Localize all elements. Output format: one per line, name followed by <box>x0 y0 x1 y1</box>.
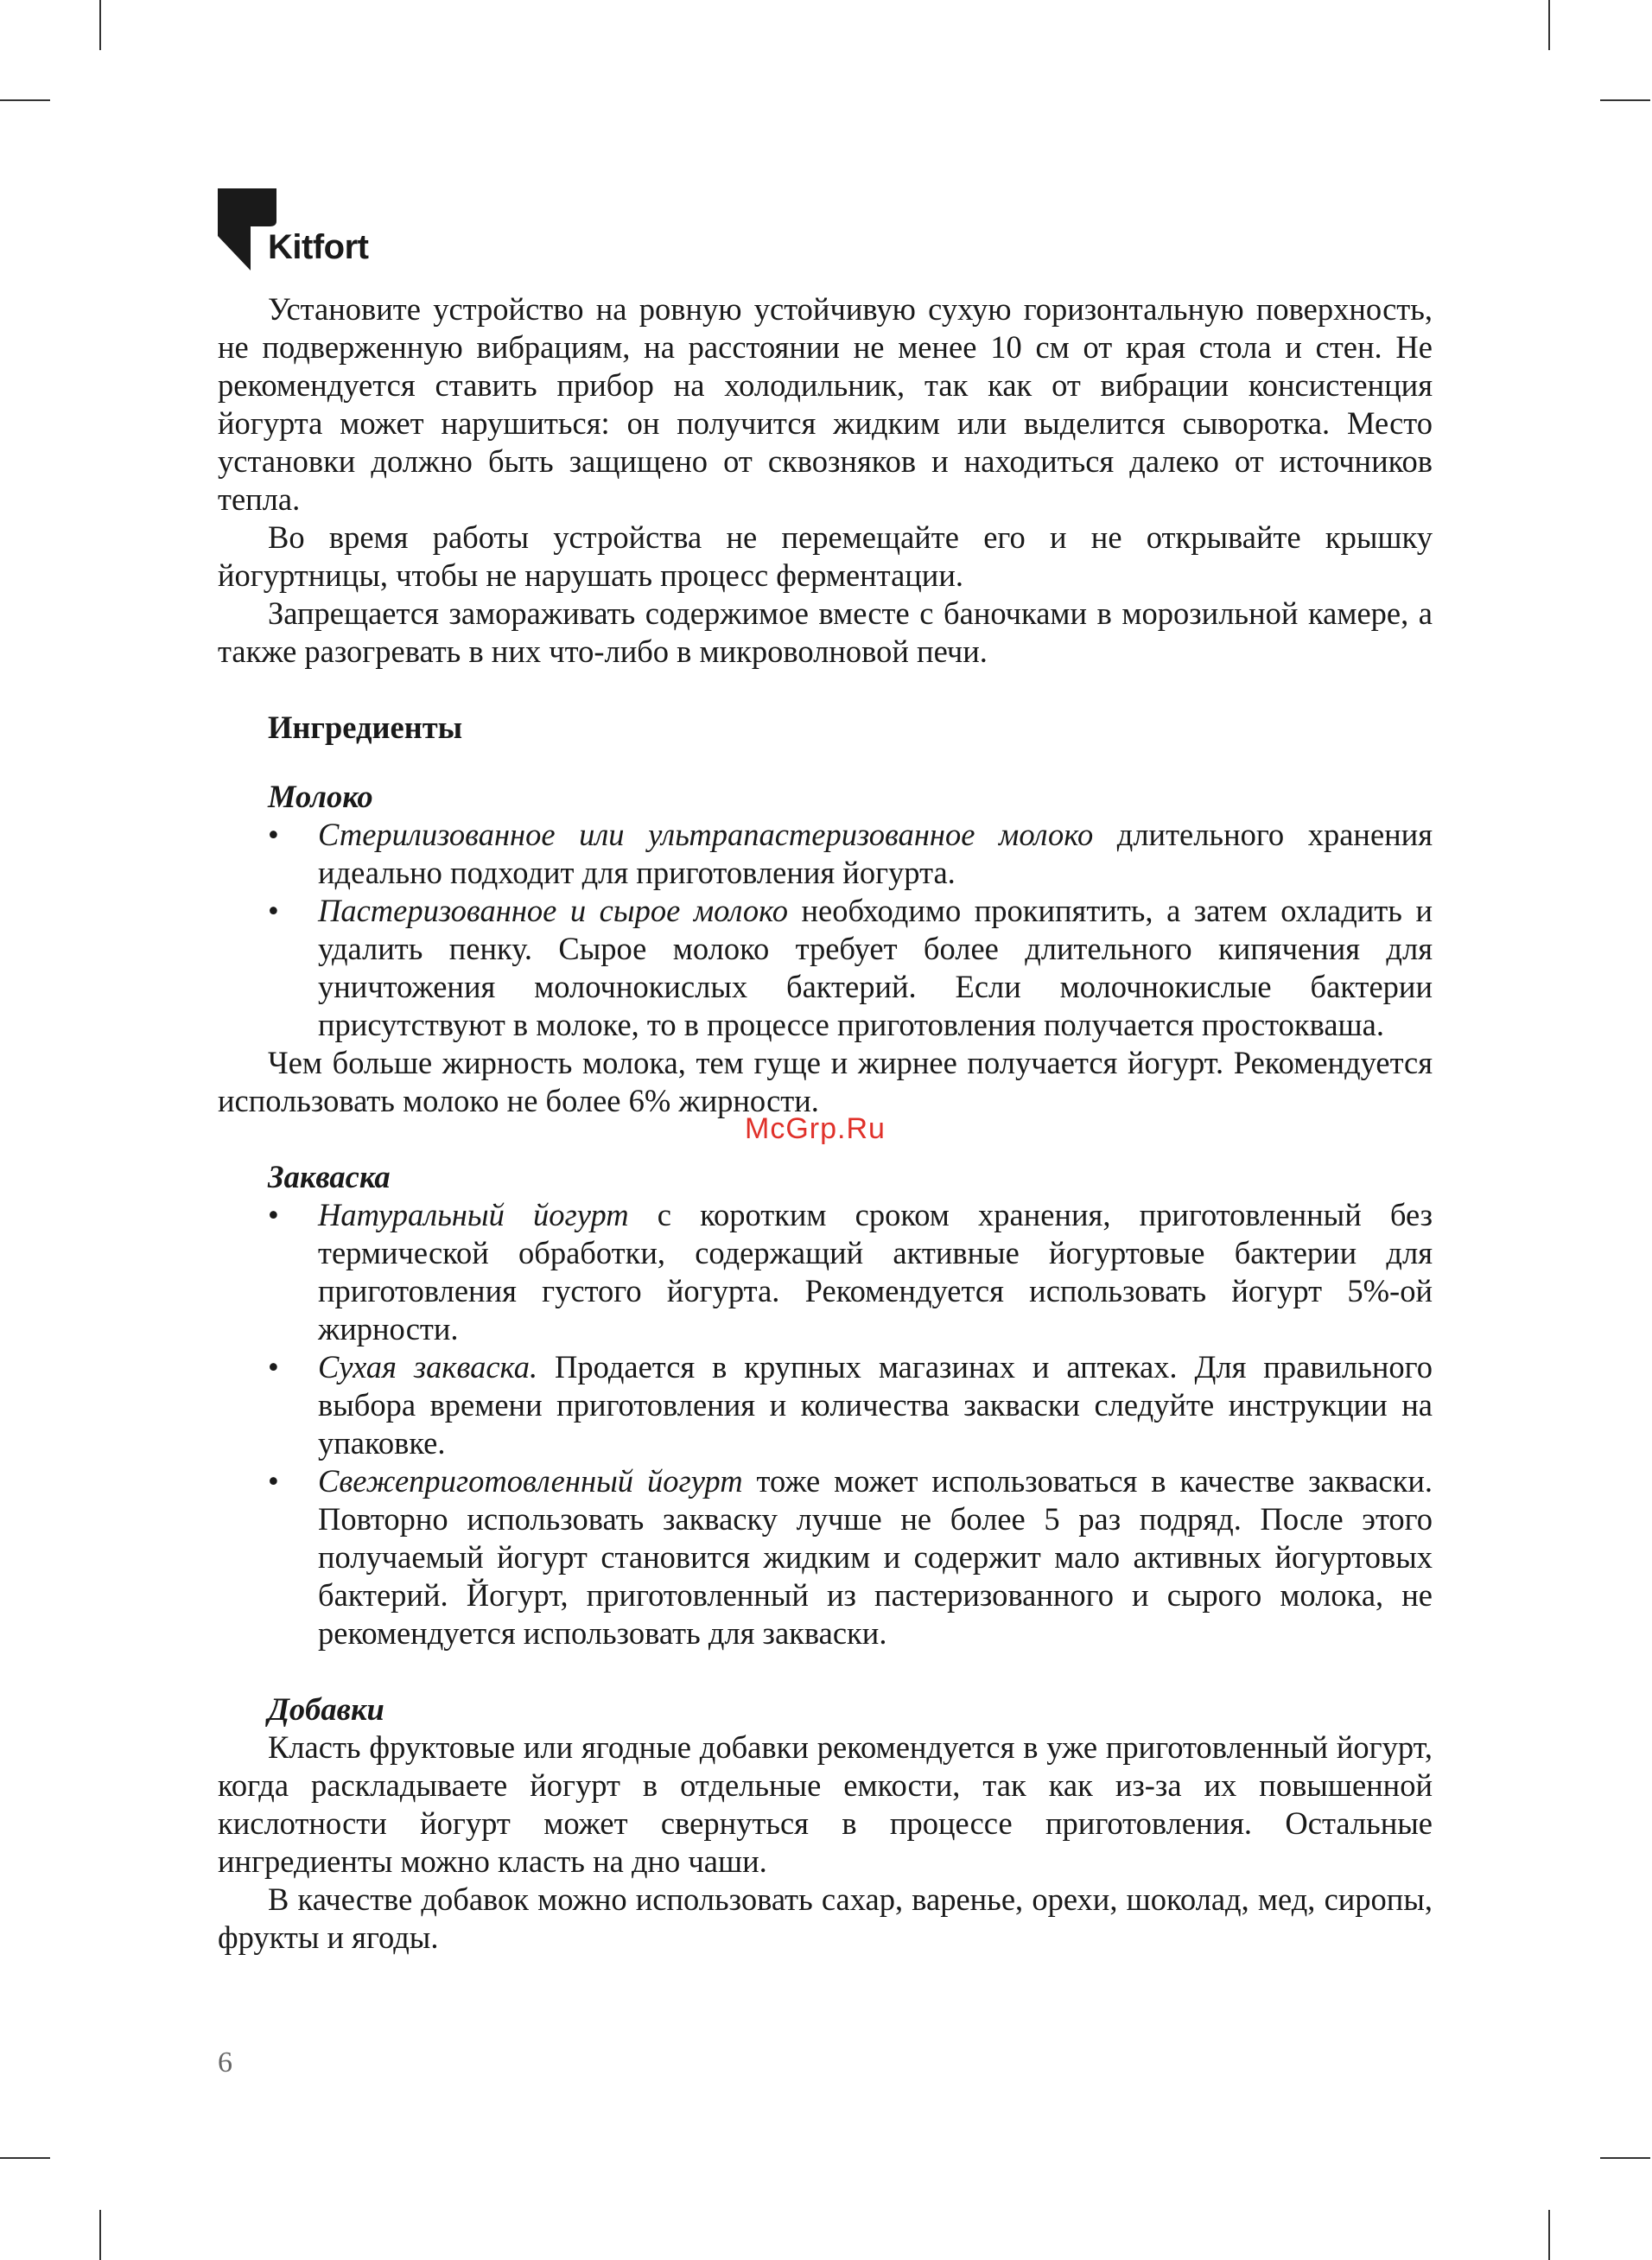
list-item <box>218 816 1433 892</box>
section-heading-ingredients: Ингредиенты <box>268 710 463 745</box>
crop-mark <box>1548 2210 1550 2260</box>
additives-paragraph: Класть фруктовые или ягодные добавки рекомендуется в уже приготовленный йогурт, когда раскладываете йогурт в отдельные емкости, так как из-за их повышенной кислотности йогурт может свернуться в процессе приготовления. Остальные ингредиенты можно класть на дно чаши. <box>218 1729 1433 1879</box>
bullet-icon: • <box>268 893 279 928</box>
crop-mark <box>1600 2157 1650 2159</box>
milk-list <box>218 816 1433 1044</box>
term: Стерилизованное или ультрапастеризованное молоко <box>318 817 1094 852</box>
term-description: необходимо прокипятить, а затем охладить и удалить пенку. Сырое молоко требует более длительного кипячения для уничтожения молочнокислых бактерий. Если молочнокислые бактерии присутствуют в молоке, то в процессе приготовления получается простокваша. <box>318 893 1433 1042</box>
term-description: длительного хранения идеально подходит для приготовления йогурта. <box>318 817 1433 890</box>
bullet-icon: • <box>268 1349 279 1385</box>
crop-mark <box>99 2210 101 2260</box>
crop-mark <box>0 99 50 101</box>
list-item <box>218 1348 1433 1462</box>
page-number: 6 <box>218 2047 232 2079</box>
additives-paragraph: В качестве добавок можно использовать сахар, варенье, орехи, шоколад, мед, сиропы, фрукты и ягоды. <box>218 1881 1433 1955</box>
subheading-milk: Молоко <box>268 779 373 814</box>
intro-paragraph: Запрещается замораживать содержимое вместе с баночками в морозильной камере, а также разогревать в них что-либо в микроволновой печи. <box>218 595 1433 669</box>
term: Натуральный йогурт <box>318 1197 629 1232</box>
subheading-starter: Закваска <box>268 1159 391 1194</box>
term-description: Продается в крупных магазинах и аптеках. Для правильного выбора времени приготовления и количества закваски следуйте инструкции на упаковке. <box>318 1349 1433 1461</box>
intro-paragraph: Во время работы устройства не перемещайте его и не открывайте крышку йогуртницы, чтобы не нарушать процесс ферментации. <box>218 519 1433 593</box>
starter-list <box>218 1196 1433 1652</box>
term: Сухая закваска. <box>318 1349 538 1385</box>
list-item <box>218 892 1433 1044</box>
brand-name: Kitfort <box>268 228 369 266</box>
milk-note: Чем больше жирность молока, тем гуще и жирнее получается йогурт. Рекомендуется использовать молоко не более 6% жирности. <box>218 1045 1433 1118</box>
intro-paragraph: Установите устройство на ровную устойчивую сухую горизонтальную поверхность, не подверженную вибрациям, на расстоянии не менее 10 см от края стола и стен. Не рекомендуется ставить прибор на холодильник, так как от вибрации консистенция йогурта может нарушиться: он получится жидким или выделится сыворотка. Место установки должно быть защищено от сквозняков и находиться далеко от источников тепла. <box>218 291 1433 517</box>
term: Пастеризованное и сырое молоко <box>318 893 788 928</box>
list-item <box>218 1196 1433 1348</box>
bullet-icon: • <box>268 817 279 852</box>
term-description: с коротким сроком хранения, приготовленный без термической обработки, содержащий активные йогуртовые бактерии для приготовления густого йогурта. Рекомендуется использовать йогурт 5%-ой жирности. <box>318 1197 1433 1346</box>
crop-mark <box>0 2157 50 2159</box>
crop-mark <box>1600 99 1650 101</box>
term-description: тоже может использоваться в качестве закваски. Повторно использовать закваску лучше не более 5 раз подряд. После этого получаемый йогурт становится жидким и содержит мало активных йогуртовых бактерий. Йогурт, приготовленный из пастеризованного и сырого молока, не рекомендуется использовать для закваски. <box>318 1463 1433 1651</box>
list-item <box>218 1462 1433 1652</box>
crop-mark <box>99 0 101 50</box>
crop-mark <box>1548 0 1550 50</box>
term: Свежеприготовленный йогурт <box>318 1463 743 1499</box>
bullet-icon: • <box>268 1197 279 1232</box>
bullet-icon: • <box>268 1463 279 1499</box>
watermark: McGrp.Ru <box>745 1112 886 1145</box>
subheading-additives: Добавки <box>268 1691 384 1727</box>
